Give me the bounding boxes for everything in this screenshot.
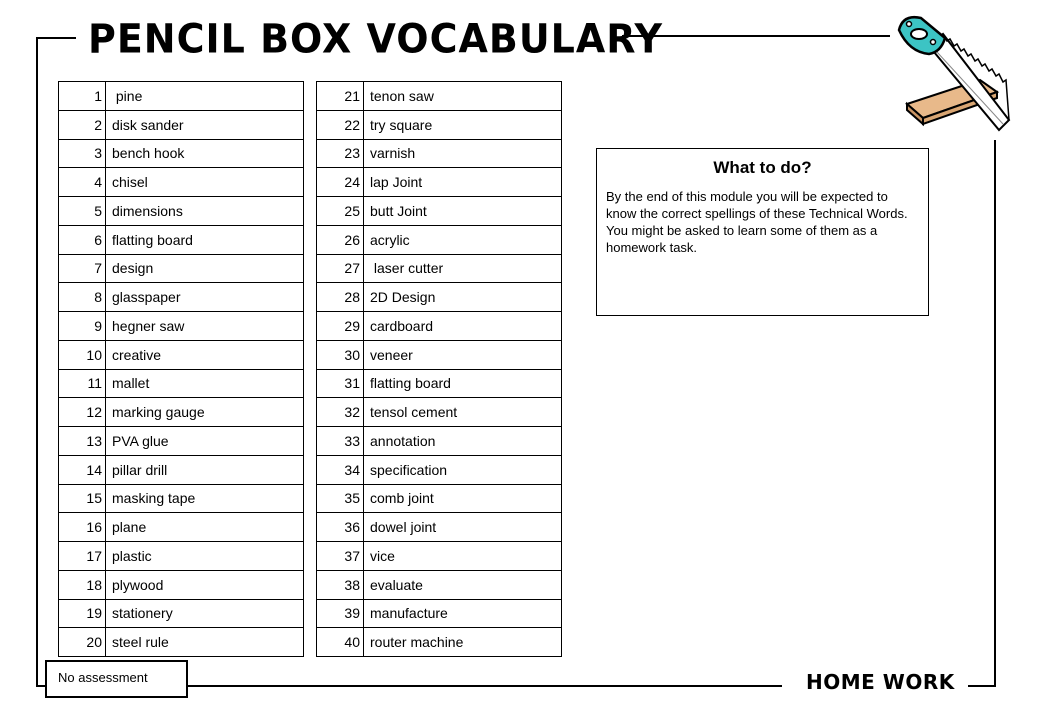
vocab-word: marking gauge: [106, 398, 304, 427]
vocab-row: [59, 513, 304, 542]
vocab-row: [59, 254, 304, 283]
vocab-row: [59, 312, 304, 341]
frame-left: [36, 37, 38, 687]
vocab-row: [317, 312, 562, 341]
vocab-word: glasspaper: [106, 283, 304, 312]
vocab-number: 26: [317, 225, 364, 254]
vocab-row: [59, 369, 304, 398]
vocab-row: [317, 542, 562, 571]
vocab-word: 2D Design: [364, 283, 562, 312]
vocab-number: 9: [59, 312, 106, 341]
vocab-row: [317, 168, 562, 197]
vocab-row: [317, 139, 562, 168]
vocab-number: 11: [59, 369, 106, 398]
vocab-word: pillar drill: [106, 455, 304, 484]
vocab-number: 33: [317, 427, 364, 456]
vocab-number: 39: [317, 599, 364, 628]
frame-bottom-right: [968, 685, 996, 687]
frame-right: [994, 140, 996, 687]
vocab-number: 7: [59, 254, 106, 283]
vocab-row: [59, 110, 304, 139]
vocab-row: [59, 542, 304, 571]
vocab-word: flatting board: [364, 369, 562, 398]
vocab-row: [317, 340, 562, 369]
vocab-word: hegner saw: [106, 312, 304, 341]
vocab-number: 24: [317, 168, 364, 197]
vocab-number: 1: [59, 82, 106, 111]
vocab-row: [317, 513, 562, 542]
vocab-row: [317, 225, 562, 254]
vocab-number: 40: [317, 628, 364, 657]
vocab-row: [317, 570, 562, 599]
vocab-word: specification: [364, 455, 562, 484]
vocab-row: [59, 139, 304, 168]
vocab-word: router machine: [364, 628, 562, 657]
vocab-number: 34: [317, 455, 364, 484]
vocab-word: creative: [106, 340, 304, 369]
vocab-row: [317, 110, 562, 139]
vocab-word: varnish: [364, 139, 562, 168]
vocab-word: flatting board: [106, 225, 304, 254]
vocab-number: 14: [59, 455, 106, 484]
vocab-row: [317, 599, 562, 628]
vocab-word: plywood: [106, 570, 304, 599]
vocab-row: [59, 628, 304, 657]
vocab-row: [59, 283, 304, 312]
vocab-row: [317, 254, 562, 283]
vocab-word: try square: [364, 110, 562, 139]
vocab-table-right: [316, 81, 562, 657]
vocab-row: [59, 455, 304, 484]
vocab-row: [59, 484, 304, 513]
vocab-word: stationery: [106, 599, 304, 628]
vocab-row: [317, 197, 562, 226]
vocab-number: 22: [317, 110, 364, 139]
vocab-number: 3: [59, 139, 106, 168]
vocab-row: [317, 455, 562, 484]
vocab-number: 38: [317, 570, 364, 599]
vocab-number: 27: [317, 254, 364, 283]
vocab-number: 36: [317, 513, 364, 542]
vocab-number: 4: [59, 168, 106, 197]
vocab-number: 8: [59, 283, 106, 312]
vocab-number: 30: [317, 340, 364, 369]
vocab-number: 32: [317, 398, 364, 427]
vocab-number: 15: [59, 484, 106, 513]
vocab-number: 25: [317, 197, 364, 226]
vocab-word: pine: [106, 82, 304, 111]
vocab-row: [59, 197, 304, 226]
vocab-row: [317, 283, 562, 312]
vocab-word: dowel joint: [364, 513, 562, 542]
saw-and-wood-icon: [885, 8, 1025, 138]
homework-label: HOME WORK: [806, 670, 955, 694]
vocab-word: tenon saw: [364, 82, 562, 111]
what-to-do-body: By the end of this module you will be expected to know the correct spellings of these Technical Words. You might be asked to learn some of them as a homework task.: [606, 189, 908, 255]
vocab-word: evaluate: [364, 570, 562, 599]
vocab-word: manufacture: [364, 599, 562, 628]
vocab-number: 12: [59, 398, 106, 427]
vocab-row: [59, 82, 304, 111]
vocab-word: disk sander: [106, 110, 304, 139]
vocab-number: 18: [59, 570, 106, 599]
vocab-number: 20: [59, 628, 106, 657]
vocab-number: 6: [59, 225, 106, 254]
vocab-word: butt Joint: [364, 197, 562, 226]
vocab-word: mallet: [106, 369, 304, 398]
vocab-word: vice: [364, 542, 562, 571]
vocab-word: masking tape: [106, 484, 304, 513]
vocab-word: cardboard: [364, 312, 562, 341]
vocab-number: 16: [59, 513, 106, 542]
vocab-word: plastic: [106, 542, 304, 571]
vocab-row: [317, 628, 562, 657]
vocab-row: [59, 599, 304, 628]
vocab-row: [59, 570, 304, 599]
vocab-number: 19: [59, 599, 106, 628]
vocab-number: 10: [59, 340, 106, 369]
vocab-word: PVA glue: [106, 427, 304, 456]
vocab-number: 17: [59, 542, 106, 571]
vocab-row: [317, 427, 562, 456]
what-to-do-heading: What to do?: [713, 158, 812, 177]
vocab-word: laser cutter: [364, 254, 562, 283]
vocab-row: [59, 225, 304, 254]
vocab-number: 21: [317, 82, 364, 111]
vocab-number: 31: [317, 369, 364, 398]
vocab-word: steel rule: [106, 628, 304, 657]
vocab-row: [59, 340, 304, 369]
page-title: PENCIL BOX VOCABULARY: [88, 15, 664, 63]
vocab-word: veneer: [364, 340, 562, 369]
vocab-word: acrylic: [364, 225, 562, 254]
vocab-number: 29: [317, 312, 364, 341]
vocab-row: [317, 369, 562, 398]
vocab-row: [59, 398, 304, 427]
vocab-word: comb joint: [364, 484, 562, 513]
vocab-row: [317, 398, 562, 427]
vocab-word: tensol cement: [364, 398, 562, 427]
vocab-word: design: [106, 254, 304, 283]
vocab-number: 2: [59, 110, 106, 139]
vocab-word: lap Joint: [364, 168, 562, 197]
vocab-row: [59, 427, 304, 456]
assessment-box: No assessment: [45, 660, 188, 698]
vocab-number: 23: [317, 139, 364, 168]
vocab-word: annotation: [364, 427, 562, 456]
vocab-number: 35: [317, 484, 364, 513]
vocab-row: [317, 82, 562, 111]
vocab-row: [317, 484, 562, 513]
frame-top-left: [36, 37, 76, 39]
vocab-number: 5: [59, 197, 106, 226]
vocab-number: 28: [317, 283, 364, 312]
vocab-word: bench hook: [106, 139, 304, 168]
vocab-word: plane: [106, 513, 304, 542]
vocab-number: 13: [59, 427, 106, 456]
vocab-word: chisel: [106, 168, 304, 197]
vocab-row: [59, 168, 304, 197]
vocab-word: dimensions: [106, 197, 304, 226]
vocab-number: 37: [317, 542, 364, 571]
what-to-do-box: [596, 148, 929, 316]
vocab-table-left: [58, 81, 304, 657]
